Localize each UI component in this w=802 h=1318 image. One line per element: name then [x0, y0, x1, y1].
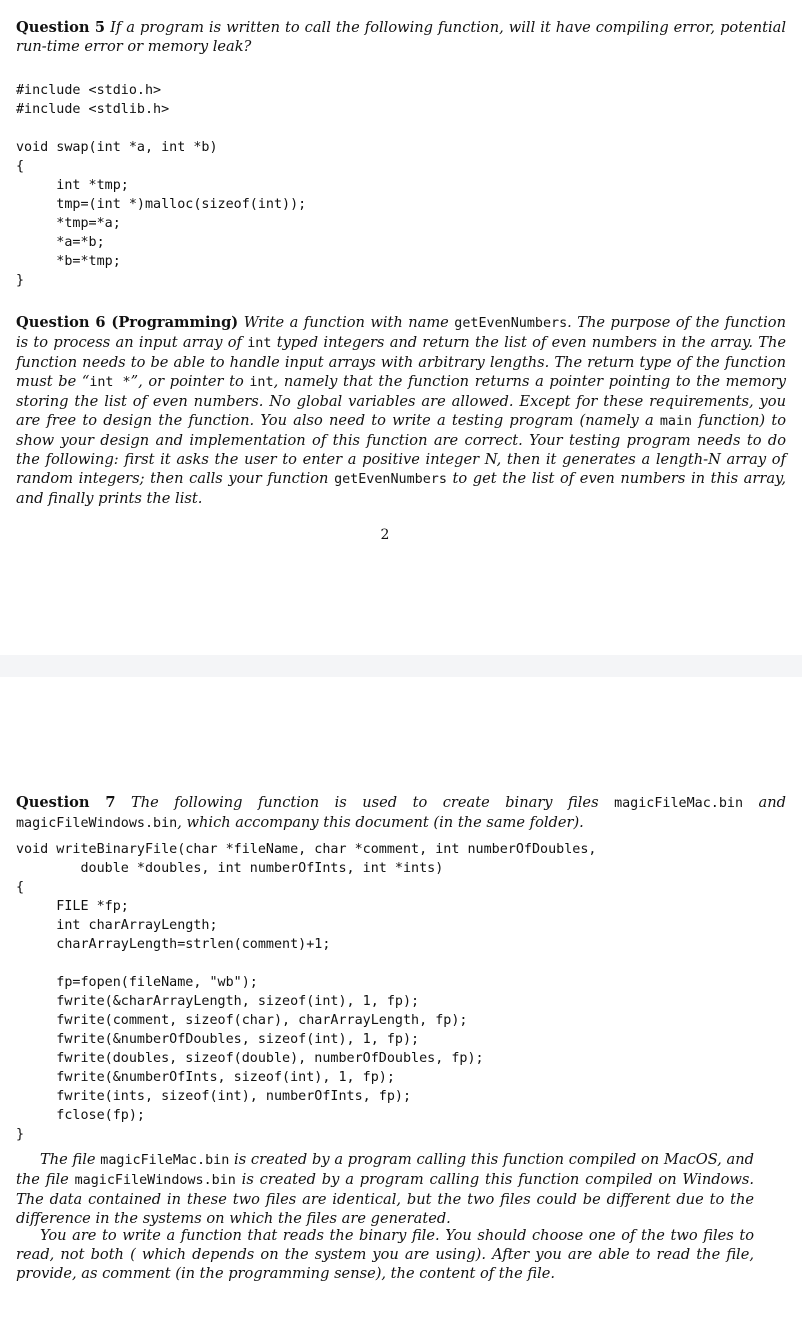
- q7-text-3: , which accompany this document (in the same folder).: [177, 814, 584, 831]
- question-5: [16, 18, 786, 56]
- q6-function-name: getEvenNumbers: [454, 316, 568, 331]
- document-page-1: [0, 0, 802, 655]
- q5-includes-code: #include <stdio.h> #include <stdlib.h>: [16, 83, 170, 117]
- q7-paragraph-2: [16, 1226, 754, 1283]
- q6-text-6: function) to show your design and implementation of this function are correct. Your testing program needs to do the following: first it asks the user to enter a positive integer N, then it generates a length-N array of random integers; then calls your function: [16, 412, 786, 487]
- page-separator: [0, 655, 802, 677]
- q7-p1-text-a: The file: [40, 1151, 101, 1168]
- document-page-2: [0, 677, 802, 1318]
- q6-int-pointer: int *: [89, 375, 131, 390]
- q7-p1-text-b: is created by a program calling this function compiled on MacOS, and the file: [16, 1151, 754, 1188]
- q6-int-keyword-2: int: [249, 375, 274, 390]
- q6-function-name-2: getEvenNumbers: [334, 472, 447, 487]
- question-6-label: Question 6 (Programming): [16, 314, 239, 331]
- q7-text-1: The following function is used to create binary files: [131, 794, 615, 811]
- q6-int-keyword: int: [247, 336, 272, 351]
- question-6: [16, 313, 786, 508]
- q7-p1-text-c: is created by a program calling this function compiled on Windows. The data contained in these two files are identical, but the two files could be different due to the difference in the systems on which the files are generated.: [16, 1171, 754, 1227]
- q7-file-mac: magicFileMac.bin: [614, 796, 744, 811]
- q7-p2-text: You are to write a function that reads the binary file. You should choose one of the two files to read, not both ( which depends on the system you are using). After you are able to read the file, provide, as comment (in the programming sense), the content of the file.: [16, 1227, 754, 1282]
- q6-text-7: to get the list of even numbers in this array, and finally prints the list.: [16, 470, 786, 507]
- q6-main-keyword: main: [659, 414, 693, 429]
- q7-p1-file-mac: magicFileMac.bin: [100, 1153, 230, 1168]
- q6-text-5: , namely that the function returns a pointer pointing to the memory storing the list of even numbers. No global variables are allowed. Except for these requirements, you are free to design the function. You also need to write a testing program (namely a: [16, 373, 786, 429]
- q6-text-2: . The purpose of the function is to process an input array of: [16, 314, 786, 351]
- q6-text-4: ”, or pointer to: [130, 373, 250, 390]
- q7-function-signature-code: void writeBinaryFile(char *fileName, char *comment, int numberOfDoubles, double *doubles, int numberOfInts, int *ints): [16, 842, 597, 876]
- q7-paragraph-1: [16, 1150, 754, 1228]
- q6-text-3: typed integers and return the list of even numbers in the array. The function needs to be able to handle input arrays with arbitrary lengths. The return type of the function must be “: [16, 334, 787, 390]
- question-7-label: Question 7: [16, 794, 116, 811]
- question-7: [16, 793, 786, 833]
- q6-text-1: Write a function with name: [243, 314, 455, 331]
- q7-text-2: and: [743, 794, 786, 811]
- page-number: 2: [380, 527, 390, 543]
- question-5-label: Question 5: [16, 19, 106, 36]
- q5-swap-function-code: void swap(int *a, int *b) { int *tmp; tmp=(int *)malloc(sizeof(int)); *tmp=*a; *a=*b; *b=*tmp; }: [16, 140, 307, 288]
- q7-file-windows: magicFileWindows.bin: [16, 816, 178, 831]
- question-5-text: If a program is written to call the following function, will it have compiling error, potential run-time error or memory leak?: [16, 19, 786, 55]
- q7-function-body-code: { FILE *fp; int charArrayLength; charArrayLength=strlen(comment)+1; fp=fopen(fileName, "wb"); fwrite(&charArrayLength, sizeof(int), 1, fp); fwrite(comment, sizeof(char), charArrayLength, fp); fwrite(&numberOfDoubles, sizeof(int), 1, fp); fwrite(doubles, sizeof(double), numberOfDoubles, fp); fwrite(&numberOfInts, sizeof(int), 1, fp); fwrite(ints, sizeof(int), numberOfInts, fp); fclose(fp); }: [16, 880, 484, 1142]
- q7-p1-file-windows: magicFileWindows.bin: [74, 1173, 236, 1188]
